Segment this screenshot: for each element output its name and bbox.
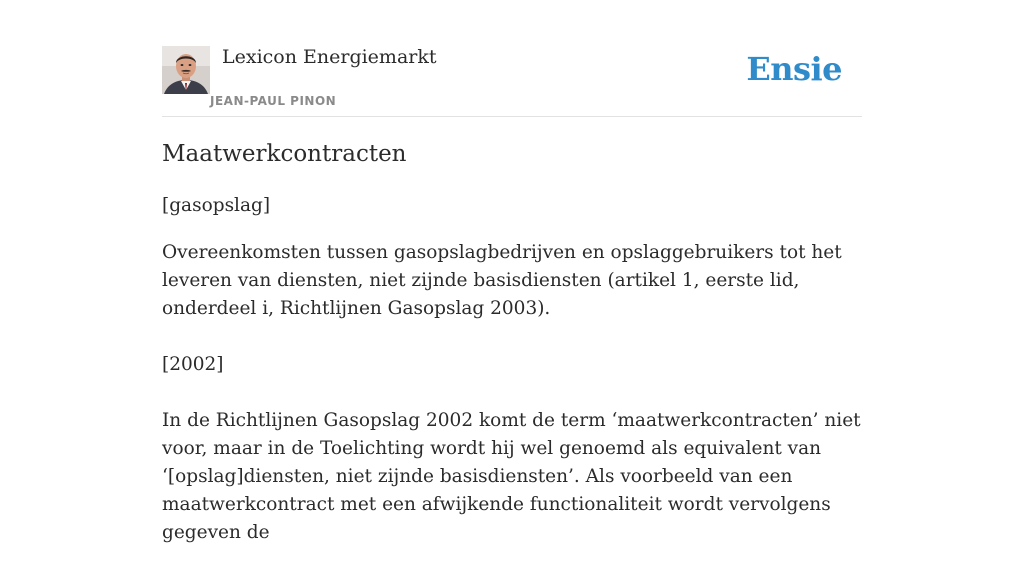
brand-logo[interactable]: Ensie [746,50,842,88]
page-title: Maatwerkcontracten [162,141,407,167]
explanation-paragraph: In de Richtlijnen Gasopslag 2002 komt de term ‘maatwerkcontracten’ niet voor, maar in de Toelichting wordt hij wel genoemd als equivalent van ‘[opslag]diensten, niet zijnde basisdiensten’. Als voorbeeld van een maatwerkcontract met een afwijkende functionaliteit wordt vervolgens gegeven de [162,410,861,543]
author-name[interactable]: JEAN-PAUL PINON [210,94,337,108]
avatar[interactable] [162,46,210,94]
category-tag: [gasopslag] [162,195,271,216]
definition-paragraph: Overeenkomsten tussen gasopslagbedrijven en opslaggebruikers tot het leveren van diensten, niet zijnde basisdiensten (artikel 1, eerste lid, onderdeel i, Richtlijnen Gasopslag 2003). [162,242,842,319]
article [162,138,864,575]
site-title[interactable]: Lexicon Energiemarkt [222,46,437,68]
header [162,46,862,117]
year-tag: [2002] [162,354,224,375]
article-body [162,192,864,547]
author-photo [162,46,210,94]
